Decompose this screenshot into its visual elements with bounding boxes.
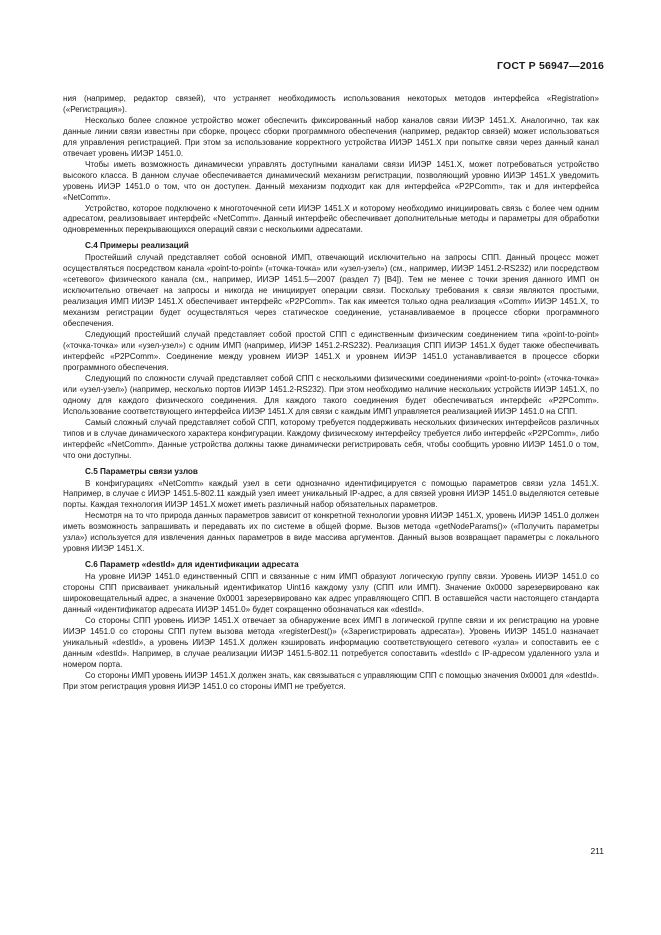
- paragraph: Со стороны СПП уровень ИИЭР 1451.X отвечает за обнаружение всех ИМП в логической группе связи и их регистрацию на уровне ИИЭР 1451.0 со стороны СПП путем вызова метода «registerDest()» («Зарегистрировать адресата»). Уровень ИИЭР 1451.0 назначает уникальный «destId», а уровень ИИЭР 1451.X должен кэшировать информацию соответствующего сетевого «узла» и сопоставить ее с данным «destId». Например, в случае реализации ИИЭР 1451.5-802.11 потребуется сопоставить «destId» с IP-адресом удаленного узла и номером порта.: [63, 615, 599, 669]
- paragraph: Чтобы иметь возможность динамически управлять доступными каналами связи ИИЭР 1451.X, может потребоваться устройство высокого класса. В данном случае обеспечивается динамический механизм регистрации, позволяющий уровню ИИЭР 1451.X уведомить уровень ИИЭР 1451.0 о том, что он доступен. Данный механизм подходит как для интерфейса «P2PComm», так и для интерфейса «NetComm».: [63, 159, 599, 202]
- paragraph: Самый сложный случай представляет собой СПП, которому требуется поддерживать нескольких физических интерфейсов различных типов и в случае динамического характера конфигурации. Каждому физическому интерфейсу требуется либо интерфейс «P2PComm», либо интерфейс «NetComm». Данные устройства должны также динамически регистрировать себя, чтобы сообщить уровню ИИЭР 1451.0 о том, что они доступны.: [63, 417, 599, 460]
- paragraph: На уровне ИИЭР 1451.0 единственный СПП и связанные с ним ИМП образуют логическую группу связи. Уровень ИИЭР 1451.0 со стороны СПП присваивает уникальный идентификатор Uint16 каждому узлу (СПП или ИМП). Значение 0x0000 зарезервировано как широковещательный адрес, а значение 0x0001 зарезервировано как адрес управляющего СПП. В оставшейся части настоящего стандарта данный «идентификатор адресата ИИЭР 1451.0» будет сокращенно обозначаться как «destId».: [63, 572, 599, 615]
- page-number: 211: [590, 846, 604, 856]
- document-header: ГОСТ Р 56947—2016: [496, 60, 604, 72]
- section-heading-c5: С.5 Параметры связи узлов: [85, 466, 198, 476]
- paragraph: Следующий по сложности случай представляет собой СПП с несколькими физическими соединениями «point-to-point» («точка-точка» или «узел-узел») (например, несколько портов ИИЭР 1451.2-RS232). При этом необходимо наличие нескольких устройств ИИЭР 1451.X, по одному для каждого физического соединения. Для каждого такого соединения будет обеспечиваться интерфейс «P2PComm». Использование соответствующего интерфейса ИИЭР 1451.X для связи с каждым ИМП управляется реализацией ИИЭР 1451.0 на СПП.: [63, 373, 599, 416]
- paragraph: Простейший случай представляет собой основной ИМП, отвечающий исключительно на запросы СПП. Данный процесс может осуществляться посредством канала «point-to-point» («точка-точка» или «узел-узел») (см., например, ИИЭР 1451.2-RS232) или посредством «сетевого» физического канала (см., например, ИИЭР 1451.5—2007 (раздел 7) [В4]). Тем не менее с точки зрения данного ИМП он исключительно отвечает на запросы и никогда не инициирует операции связи. Поскольку требования к связи являются простыми, реализация ИМП ИИЭР 1451.X обеспечивает интерфейс «P2PComm». Так как имеется только одна реализация «Comm» ИИЭР 1451.X, то механизм регистрации будет осуществляться через статическое соединение, устанавливаемое в процессе сборки программного обеспечения.: [63, 253, 599, 329]
- section-heading-c6: С.6 Параметр «destId» для идентификации адресата: [85, 560, 299, 570]
- paragraph: Со стороны ИМП уровень ИИЭР 1451.X должен знать, как связываться с управляющим СПП с помощью значения 0x0001 для «destId». При этом регистрация уровня ИИЭР 1451.0 со стороны ИМП не требуется.: [63, 670, 599, 691]
- paragraph: Несмотря на то что природа данных параметров зависит от конкретной технологии уровня ИИЭР 1451.X, уровень ИИЭР 1451.0 должен иметь возможность запрашивать и передавать их по системе в общей форме. Вызов метода «getNodeParams()» («Получить параметры узла») используется для извлечения данных параметров в виде массива аргументов. Данный вызов возвращает параметры с локального уровня ИИЭР 1451.X.: [63, 511, 599, 554]
- paragraph: ния (например, редактор связей), что устраняет необходимость использования некоторых методов интерфейса «Registration» («Регистрация»).: [63, 94, 599, 114]
- paragraph: В конфигурациях «NetComm» каждый узел в сети однозначно идентифицируется с помощью параметров связи уzла 1451.X. Например, в случае с ИИЭР 1451.5-802.11 каждый узел имеет уникальный IP-адрес, а для связей уровня ИИЭР 1451.0 выделяются сетевые порты. Каждая технология ИИЭР 1451.X может иметь различный набор обязательных параметров.: [63, 478, 599, 510]
- section-heading-c4: С.4 Примеры реализаций: [85, 241, 189, 251]
- paragraph: Устройство, которое подключено к многоточечной сети ИИЭР 1451.X и которому необходимо инициировать связь с более чем одним адресатом, реализовывает интерфейс «NetComm». Данный интерфейс обеспечивает дополнительные методы и параметры для обработки одновременных перекрывающихся операций связи с несколькими адресатами.: [63, 203, 599, 235]
- document-body: [63, 94, 599, 693]
- paragraph: Несколько более сложное устройство может обеспечить фиксированный набор каналов связи ИИЭР 1451.X. Аналогично, так как данные линии связи известны при сборке, процесс сборки программного обеспечения (например, редактор связей) может использоваться для управления регистрацией. При этом за использование корректного устройства ИИЭР 1451.X при попытке связи через данный канал отвечает уровень ИИЭР 1451.0.: [63, 115, 599, 158]
- paragraph: Следующий простейший случай представляет собой простой СПП с единственным физическим соединением типа «point-to-point» («точка-точка» или «узел-узел») с одним ИМП (например, ИИЭР 1451.2-RS232). Реализация СПП ИИЭР 1451.X будет также обеспечивать интерфейс «P2PComm». Соединение между уровнем ИИЭР 1451.X и уровнем ИИЭР 1451.0 устанавливается в процессе сборки программного обеспечения.: [63, 330, 599, 372]
